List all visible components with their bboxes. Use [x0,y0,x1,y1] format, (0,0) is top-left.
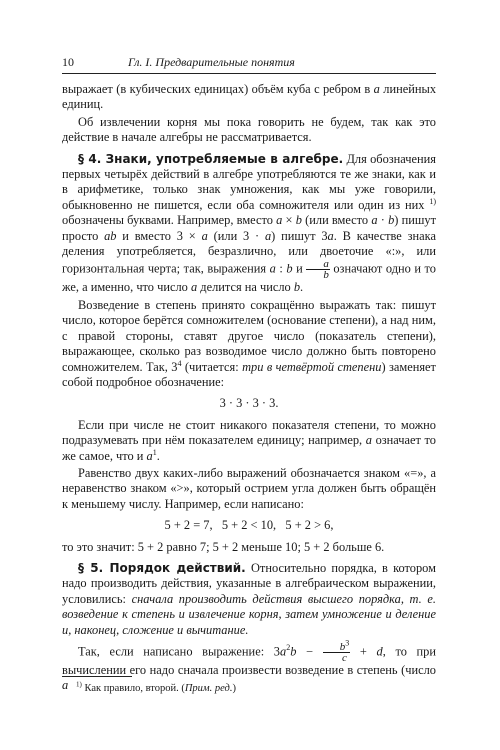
section-4-heading: § 4. Знаки, употребляемые в алгебре. [78,151,344,166]
section-5-heading: § 5. Порядок действий. [78,560,246,575]
paragraph: Возведение в степень принято сокращённо выражать так: пишут число, которое берётся сомножителем (основание степени), а над ним, с правой стороны, ставят другое число (показатель степени), выражающее, сколько раз возводимое число должно быть повторено сомножителем. Так, $3^4$ (читается: три в четвёртой степени) заменяет собой подробное обозначение: [62,297,436,389]
footnote: $^{1)}$ Как правило, второй. (Прим. ред.) [76,680,236,694]
paragraph: то это значит: 5 + 2 равно 7; 5 + 2 меньше 10; 5 + 2 больше 6. [62,539,385,554]
footnote-divider [62,676,132,677]
book-page [62,55,436,694]
running-title: Гл. I. Предварительные понятия [128,55,295,69]
paragraph: Так, если написано выражение: $3a^2b$ − $\frac{b^3}{c}$ + d, то при вычислении его надо сначала произвести возведение в степень (число a [62,638,437,693]
footnote-ref: 1) [429,196,436,206]
paragraph: Об извлечении корня мы пока говорить не будем, так как это действие в начале алгебры не рассматривается. [62,114,436,145]
page-header [62,55,436,74]
fraction-a-over-b: $\frac{a}{b}$ [306,259,330,280]
section-4-paragraph: § 4. Знаки, употребляемые в алгебре. Для обозначения первых четырёх действий в алгебре употребляются те же знаки, как и в арифметике, только знак умножения, как мы уже говорили, обыкновенно не пишется, если оба сомножителя или один из них $^{1)}$ обозначены буквами. Например, вместо a × b (или вместо a · b) пишут просто ab и вместо 3 × a (или 3 · a) пишут 3a. В качестве знака деления употребляется, безразлично, или двоеточие «:», или горизонтальная черта; так, выражения a : b и $\frac{a}{b}$ означают одно и то же, а именно, что число a делится на число b. [62,151,437,295]
paragraph: Равенство двух каких-либо выражений обозначается знаком «=», а неравенство знаком «>», который острием угла должен быть обращён к меньшему числу. Например, если написано: [62,465,436,511]
paragraph: Если при числе не стоит никакого показателя степени, то можно подразумевать при нём показателем единицу; например, a означает то же самое, что и $a^1$. [62,417,436,463]
paragraph: выражает (в кубических единицах) объём куба с ребром в a линейных единиц. [62,82,437,112]
math-expression: 3 · 3 · 3 · 3. [219,396,279,411]
fraction-b3-over-c: $\frac{b^3}{c}$ [323,642,351,663]
math-expression: 5 + 2 = 7, 5 + 2 < 10, 5 + 2 > 6, [164,518,334,533]
page-number: 10 [62,55,74,69]
page-body [62,82,436,694]
section-5-paragraph: § 5. Порядок действий. Относительно порядка, в котором надо производить действия, указанные в алгебраическом выражении, условились: сначала производить действия высшего порядка, т. е. возведение к степень и извлечение корня, затем умножение и деление и, наконец, сложение и вычитание. [62,560,436,637]
